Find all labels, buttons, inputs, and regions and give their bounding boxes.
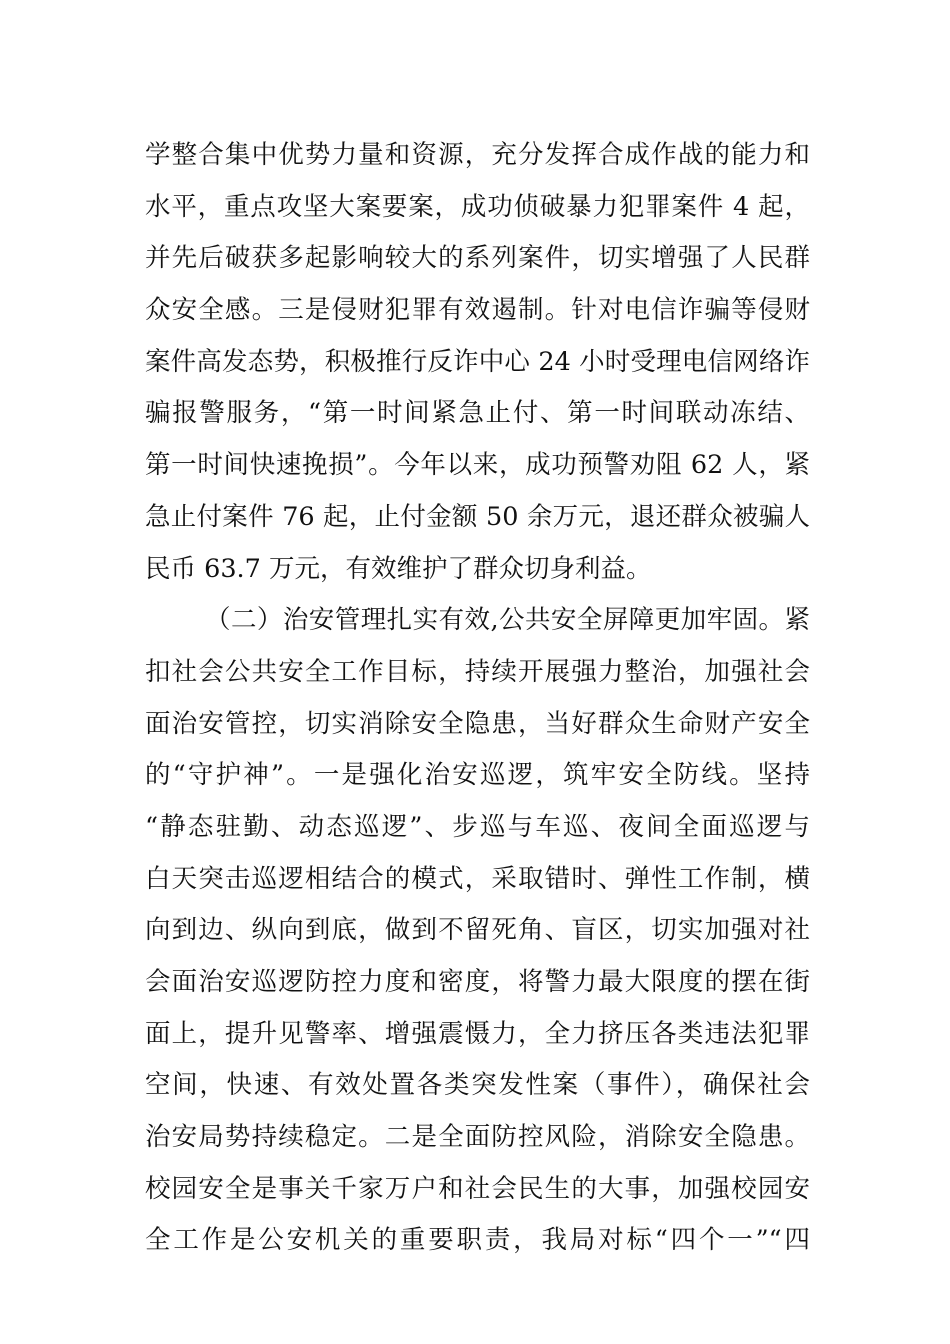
- section-heading-line: （二）治安管理扎实有效,公共安全屏障更加牢固。紧: [205, 605, 810, 636]
- paragraph-line: 空间，快速、有效处置各类突发性案（事件），确保社会: [145, 1070, 810, 1101]
- paragraph-line: 面治安管控，切实消除安全隐患，当好群众生命财产安全: [145, 708, 810, 739]
- paragraph-line: 骗报警服务，“第一时间紧急止付、第一时间联动冻结、: [145, 398, 810, 429]
- paragraph-line: 水平，重点攻坚大案要案，成功侦破暴力犯罪案件 4 起，: [145, 191, 810, 222]
- paragraph-line: 众安全感。三是侵财犯罪有效遏制。针对电信诈骗等侵财: [145, 295, 810, 326]
- paragraph-line: 会面治安巡逻防控力度和密度，将警力最大限度的摆在街: [145, 967, 810, 997]
- paragraph-line: 白天突击巡逻相结合的模式，采取错时、弹性工作制，横: [145, 863, 810, 894]
- paragraph-line: 并先后破获多起影响较大的系列案件，切实增强了人民群: [145, 243, 810, 274]
- paragraph-line: 校园安全是事关千家万户和社会民生的大事，加强校园安: [145, 1173, 810, 1204]
- paragraph-line: 的“守护神”。一是强化治安巡逻，筑牢安全防线。坚持: [145, 760, 810, 791]
- paragraph-line: 案件高发态势，积极推行反诈中心 24 小时受理电信网络诈: [145, 346, 810, 377]
- paragraph-line: 向到边、纵向到底，做到不留死角、盲区，切实加强对社: [145, 915, 810, 946]
- paragraph-line: 急止付案件 76 起，止付金额 50 余万元，退还群众被骗人: [145, 501, 810, 532]
- paragraph-line: 面上，提升见警率、增强震慑力，全力挤压各类违法犯罪: [145, 1018, 810, 1049]
- paragraph-line: 学整合集中优势力量和资源，充分发挥合成作战的能力和: [145, 140, 810, 170]
- paragraph-line: 治安局势持续稳定。二是全面防控风险，消除安全隐患。: [145, 1122, 810, 1153]
- body-text: [145, 130, 810, 1267]
- paragraph-end-line: 民币 63.7 万元，有效维护了群众切身利益。: [145, 553, 652, 584]
- paragraph-line: 扣社会公共安全工作目标，持续开展强力整治，加强社会: [145, 656, 810, 687]
- paragraph-line: 全工作是公安机关的重要职责，我局对标“四个一”“四: [145, 1225, 810, 1256]
- paragraph-line: “静态驻勤、动态巡逻”、步巡与车巡、夜间全面巡逻与: [145, 811, 810, 842]
- paragraph-line: 第一时间快速挽损”。今年以来，成功预警劝阻 62 人，紧: [145, 450, 810, 481]
